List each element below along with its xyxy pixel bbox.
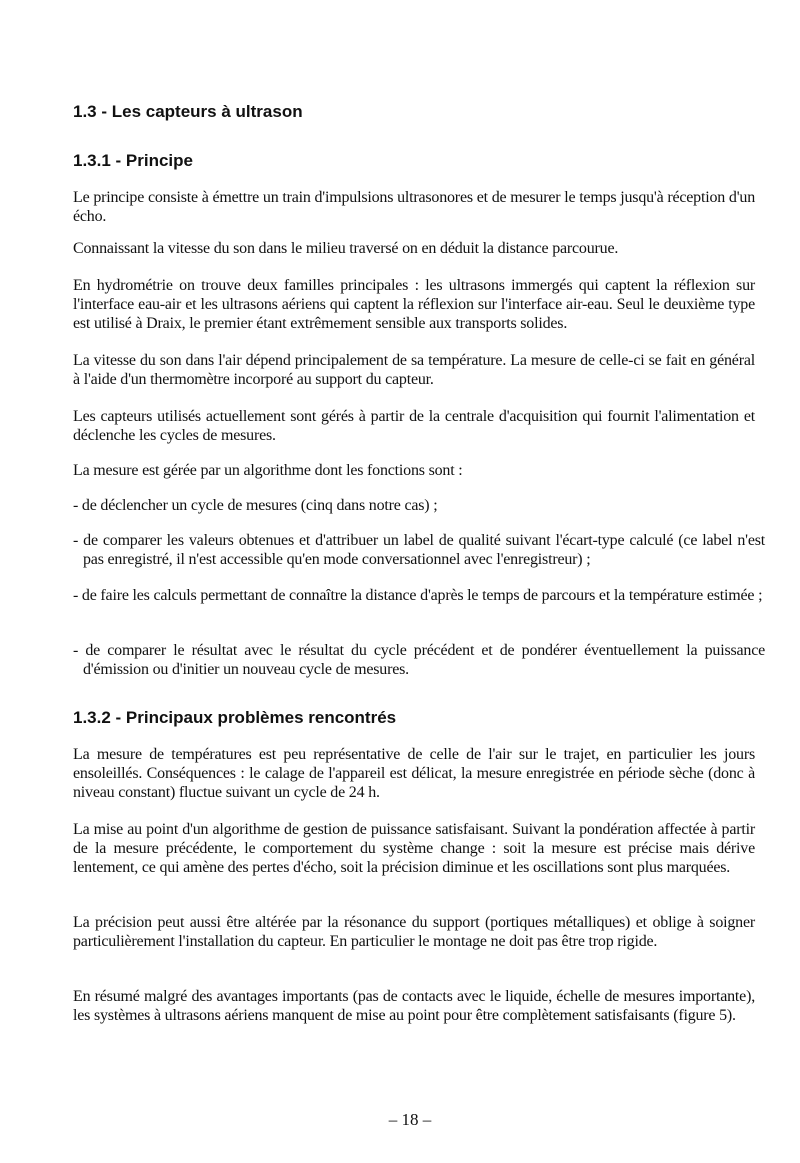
subsection-heading: 1.3.2 - Principaux problèmes rencontrés bbox=[73, 708, 397, 727]
paragraph: Le principe consiste à émettre un train d'impulsions ultrasonores et de mesurer le temps jusqu'à réception d'un écho. bbox=[73, 189, 755, 225]
paragraph: La précision peut aussi être altérée par la résonance du support (portiques métalliques) et oblige à soigner particulièrement l'installation du capteur. En particulier le montage ne doit pas être trop rigide. bbox=[73, 914, 755, 950]
list-item: - de comparer les valeurs obtenues et d'attribuer un label de qualité suivant l'écart-type calculé (ce label n'est pas enregistré, il n'est accessible qu'en mode conversationnel avec l'enregistreur) ; bbox=[73, 532, 765, 568]
paragraph: Les capteurs utilisés actuellement sont gérés à partir de la centrale d'acquisition qui fournit l'alimentation et déclenche les cycles de mesures. bbox=[73, 408, 755, 444]
list-item: - de comparer le résultat avec le résultat du cycle précédent et de pondérer éventuellement la puissance d'émission ou d'initier un nouveau cycle de mesures. bbox=[73, 642, 765, 678]
page-number: – 18 – bbox=[388, 1110, 432, 1129]
list-item: - de faire les calculs permettant de connaître la distance d'après le temps de parcours et la température estimée ; bbox=[73, 587, 763, 604]
paragraph: En résumé malgré des avantages importants (pas de contacts avec le liquide, échelle de mesures importante), les systèmes à ultrasons aériens manquent de mise au point pour être complètement satisfaisants (figure 5). bbox=[73, 988, 755, 1024]
paragraph: Connaissant la vitesse du son dans le milieu traversé on en déduit la distance parcourue. bbox=[73, 240, 619, 257]
paragraph: La mesure de températures est peu représentative de celle de l'air sur le trajet, en particulier les jours ensoleillés. Conséquences : le calage de l'appareil est délicat, la mesure enregistrée en période sèche (donc à niveau constant) fluctue suivant un cycle de 24 h. bbox=[73, 746, 755, 801]
list-item: - de déclencher un cycle de mesures (cinq dans notre cas) ; bbox=[73, 497, 438, 514]
section-heading: 1.3 - Les capteurs à ultrason bbox=[73, 102, 303, 121]
paragraph: La mesure est gérée par un algorithme dont les fonctions sont : bbox=[73, 462, 463, 479]
paragraph: En hydrométrie on trouve deux familles principales : les ultrasons immergés qui captent la réflexion sur l'interface eau-air et les ultrasons aériens qui captent la réflexion sur l'interface air-eau. Seul le deuxième type est utilisé à Draix, le premier étant extrêmement sensible aux transports solides. bbox=[73, 277, 755, 332]
subsection-heading: 1.3.1 - Principe bbox=[73, 151, 193, 170]
paragraph: La vitesse du son dans l'air dépend principalement de sa température. La mesure de celle-ci se fait en général à l'aide d'un thermomètre incorporé au support du capteur. bbox=[73, 352, 755, 388]
paragraph: La mise au point d'un algorithme de gestion de puissance satisfaisant. Suivant la pondération affectée à partir de la mesure précédente, le comportement du système change : soit la mesure est précise mais dérive lentement, ce qui amène des pertes d'écho, soit la précision diminue et les oscillations sont plus marquées. bbox=[73, 821, 755, 876]
